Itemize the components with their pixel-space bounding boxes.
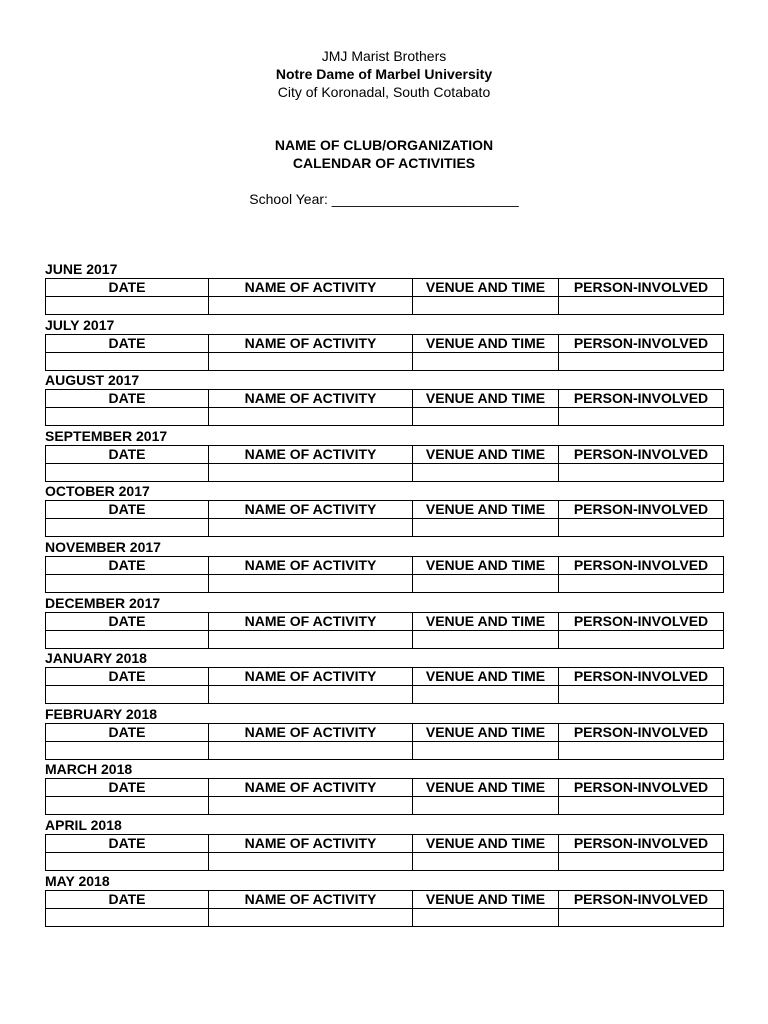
column-header: NAME OF ACTIVITY <box>209 390 413 408</box>
column-header: PERSON-INVOLVED <box>559 279 724 297</box>
table-header-row <box>46 612 724 630</box>
empty-cell <box>559 908 724 926</box>
month-title: MARCH 2018 <box>45 761 133 778</box>
empty-cell <box>46 352 209 370</box>
empty-cell <box>559 741 724 759</box>
empty-cell <box>413 574 559 592</box>
empty-cell <box>413 630 559 648</box>
column-header: NAME OF ACTIVITY <box>209 668 413 686</box>
column-header: NAME OF ACTIVITY <box>209 779 413 797</box>
school-year-line: School Year: ________________________ <box>249 191 519 207</box>
empty-cell <box>209 574 413 592</box>
empty-cell <box>209 686 413 704</box>
empty-cell <box>413 463 559 481</box>
column-header: NAME OF ACTIVITY <box>209 501 413 519</box>
empty-cell <box>559 408 724 426</box>
column-header: DATE <box>46 445 209 463</box>
empty-cell <box>46 741 209 759</box>
month-title: OCTOBER 2017 <box>45 483 150 500</box>
empty-cell <box>559 797 724 815</box>
month-section <box>45 760 723 816</box>
column-header: DATE <box>46 279 209 297</box>
empty-cell <box>413 797 559 815</box>
activity-table <box>45 500 724 537</box>
activity-table <box>45 389 724 426</box>
month-section <box>45 260 723 316</box>
empty-cell <box>209 741 413 759</box>
empty-cell <box>559 574 724 592</box>
table-row <box>46 908 724 926</box>
month-section <box>45 316 723 372</box>
empty-cell <box>413 519 559 537</box>
month-title: SEPTEMBER 2017 <box>45 427 168 444</box>
activity-table <box>45 834 724 871</box>
table-row <box>46 463 724 481</box>
column-header: DATE <box>46 890 209 908</box>
table-header-row <box>46 779 724 797</box>
column-header: DATE <box>46 612 209 630</box>
table-header-row <box>46 890 724 908</box>
empty-cell <box>46 852 209 870</box>
column-header: PERSON-INVOLVED <box>559 668 724 686</box>
table-row <box>46 852 724 870</box>
empty-cell <box>559 463 724 481</box>
empty-cell <box>46 574 209 592</box>
month-title: JULY 2017 <box>45 316 115 333</box>
empty-cell <box>559 297 724 315</box>
column-header: DATE <box>46 556 209 574</box>
activity-table <box>45 778 724 815</box>
table-header-row <box>46 668 724 686</box>
month-section <box>45 482 723 538</box>
month-section <box>45 371 723 427</box>
empty-cell <box>209 297 413 315</box>
column-header: NAME OF ACTIVITY <box>209 890 413 908</box>
header-city: City of Koronadal, South Cotabato <box>277 84 491 100</box>
empty-cell <box>413 686 559 704</box>
monthly-calendar-list <box>45 260 723 927</box>
empty-cell <box>209 408 413 426</box>
column-header: VENUE AND TIME <box>413 556 559 574</box>
header-university: Notre Dame of Marbel University <box>275 66 493 82</box>
table-row <box>46 686 724 704</box>
month-title: FEBRUARY 2018 <box>45 705 158 722</box>
column-header: DATE <box>46 390 209 408</box>
month-section <box>45 538 723 594</box>
table-header-row <box>46 501 724 519</box>
empty-cell <box>559 852 724 870</box>
empty-cell <box>46 630 209 648</box>
table-row <box>46 408 724 426</box>
empty-cell <box>46 908 209 926</box>
empty-cell <box>46 463 209 481</box>
column-header: NAME OF ACTIVITY <box>209 723 413 741</box>
table-row <box>46 630 724 648</box>
empty-cell <box>413 741 559 759</box>
empty-cell <box>46 408 209 426</box>
empty-cell <box>209 519 413 537</box>
column-header: PERSON-INVOLVED <box>559 390 724 408</box>
column-header: DATE <box>46 668 209 686</box>
column-header: PERSON-INVOLVED <box>559 723 724 741</box>
activity-table <box>45 612 724 649</box>
table-row <box>46 574 724 592</box>
empty-cell <box>209 463 413 481</box>
column-header: VENUE AND TIME <box>413 445 559 463</box>
table-header-row <box>46 279 724 297</box>
column-header: VENUE AND TIME <box>413 834 559 852</box>
month-section <box>45 705 723 761</box>
column-header: VENUE AND TIME <box>413 612 559 630</box>
empty-cell <box>46 519 209 537</box>
column-header: VENUE AND TIME <box>413 501 559 519</box>
column-header: PERSON-INVOLVED <box>559 334 724 352</box>
month-section <box>45 649 723 705</box>
empty-cell <box>46 297 209 315</box>
month-section <box>45 872 723 928</box>
column-header: NAME OF ACTIVITY <box>209 612 413 630</box>
empty-cell <box>413 908 559 926</box>
column-header: VENUE AND TIME <box>413 890 559 908</box>
table-header-row <box>46 556 724 574</box>
empty-cell <box>209 630 413 648</box>
column-header: PERSON-INVOLVED <box>559 556 724 574</box>
activity-table <box>45 890 724 927</box>
month-title: AUGUST 2017 <box>45 372 140 389</box>
column-header: NAME OF ACTIVITY <box>209 279 413 297</box>
column-header: PERSON-INVOLVED <box>559 890 724 908</box>
month-title: MAY 2018 <box>45 872 110 889</box>
table-header-row <box>46 834 724 852</box>
empty-cell <box>413 408 559 426</box>
column-header: DATE <box>46 334 209 352</box>
month-section <box>45 816 723 872</box>
column-header: DATE <box>46 834 209 852</box>
column-header: NAME OF ACTIVITY <box>209 334 413 352</box>
empty-cell <box>413 352 559 370</box>
column-header: DATE <box>46 779 209 797</box>
activity-table <box>45 556 724 593</box>
column-header: VENUE AND TIME <box>413 390 559 408</box>
empty-cell <box>559 352 724 370</box>
empty-cell <box>559 686 724 704</box>
month-title: NOVEMBER 2017 <box>45 538 161 555</box>
empty-cell <box>413 297 559 315</box>
column-header: VENUE AND TIME <box>413 279 559 297</box>
column-header: DATE <box>46 501 209 519</box>
column-header: NAME OF ACTIVITY <box>209 834 413 852</box>
empty-cell <box>209 908 413 926</box>
empty-cell <box>209 852 413 870</box>
column-header: PERSON-INVOLVED <box>559 612 724 630</box>
activity-table <box>45 278 724 315</box>
month-title: APRIL 2018 <box>45 816 122 833</box>
month-section <box>45 427 723 483</box>
table-header-row <box>46 334 724 352</box>
header-calendar-title: CALENDAR OF ACTIVITIES <box>292 155 476 171</box>
column-header: VENUE AND TIME <box>413 723 559 741</box>
empty-cell <box>209 352 413 370</box>
table-row <box>46 741 724 759</box>
table-header-row <box>46 390 724 408</box>
empty-cell <box>46 797 209 815</box>
column-header: VENUE AND TIME <box>413 668 559 686</box>
column-header: PERSON-INVOLVED <box>559 779 724 797</box>
table-row <box>46 519 724 537</box>
empty-cell <box>559 630 724 648</box>
table-row <box>46 797 724 815</box>
table-header-row <box>46 723 724 741</box>
activity-table <box>45 723 724 760</box>
header-club-name: NAME OF CLUB/ORGANIZATION <box>274 137 494 153</box>
month-title: DECEMBER 2017 <box>45 594 161 611</box>
table-row <box>46 352 724 370</box>
column-header: DATE <box>46 723 209 741</box>
month-title: JUNE 2017 <box>45 261 118 277</box>
column-header: PERSON-INVOLVED <box>559 445 724 463</box>
column-header: PERSON-INVOLVED <box>559 834 724 852</box>
month-section <box>45 594 723 650</box>
empty-cell <box>46 686 209 704</box>
column-header: NAME OF ACTIVITY <box>209 445 413 463</box>
empty-cell <box>413 852 559 870</box>
header-brothers: JMJ Marist Brothers <box>321 48 447 64</box>
column-header: VENUE AND TIME <box>413 334 559 352</box>
column-header: VENUE AND TIME <box>413 779 559 797</box>
activity-table <box>45 667 724 704</box>
activity-table <box>45 445 724 482</box>
column-header: NAME OF ACTIVITY <box>209 556 413 574</box>
empty-cell <box>209 797 413 815</box>
empty-cell <box>559 519 724 537</box>
table-row <box>46 297 724 315</box>
month-title: JANUARY 2018 <box>45 650 147 667</box>
column-header: PERSON-INVOLVED <box>559 501 724 519</box>
table-header-row <box>46 445 724 463</box>
activity-table <box>45 334 724 371</box>
